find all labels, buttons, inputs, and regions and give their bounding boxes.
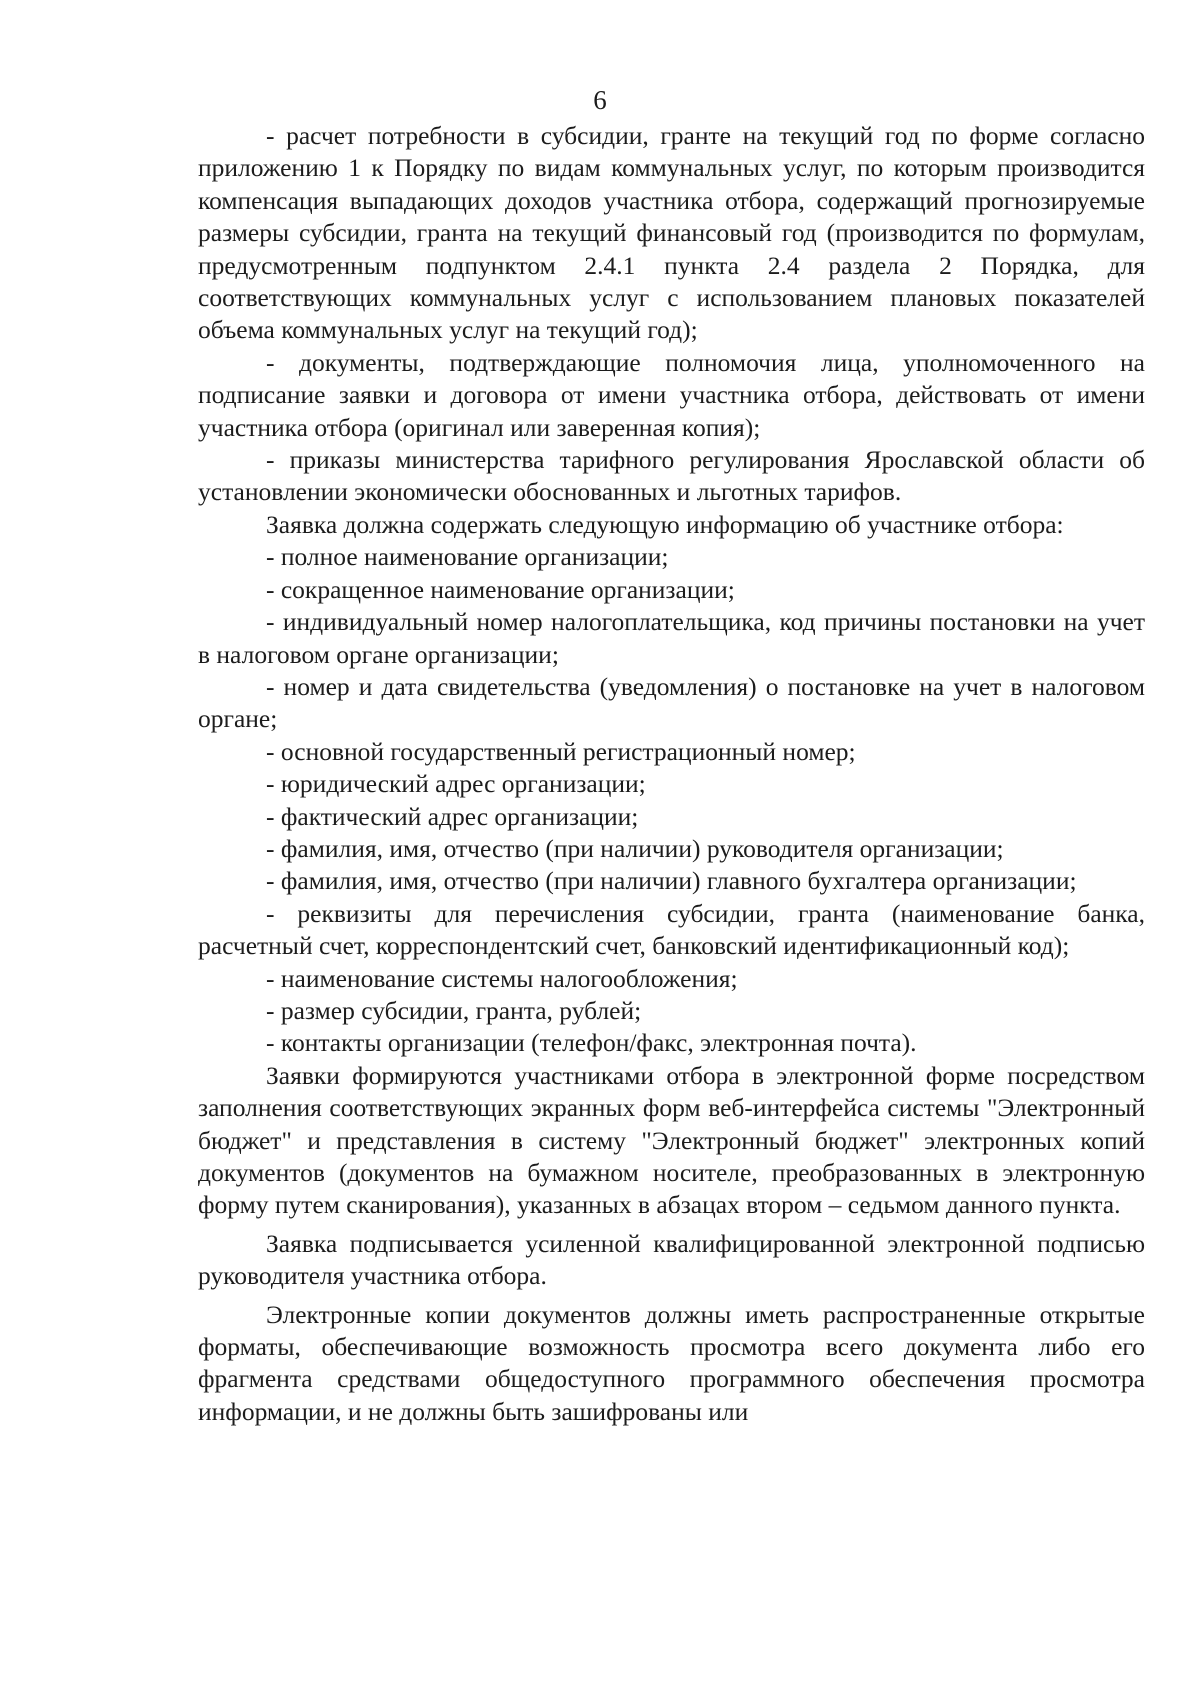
- list-item-short-name: - сокращенное наименование организации;: [266, 574, 735, 604]
- paragraph-file-formats: Электронные копии документов должны иметь распространенные открытые форматы, обеспечивающие возможность просмотра всего документа либо его фрагмента средствами общедоступного программного обеспечения просмотра информации, и не должны быть зашифрованы или: [198, 1299, 1145, 1426]
- page-number: 6: [593, 85, 607, 115]
- paragraph-subsidy-calculation: - расчет потребности в субсидии, гранте на текущий год по форме согласно приложению 1 к Порядку по видам коммунальных услуг, по которым производится компенсация выпадающих доходов участника отбора, содержащий прогнозируемые размеры субсидии, гранта на текущий финансовый год (производится по формулам, предусмотренным подпунктом 2.4.1 пункта 2.4 раздела 2 Порядка, для соответствующих коммунальных услуг с использованием плановых показателей объема коммунальных услуг на текущий год);: [198, 121, 1145, 345]
- list-item-tax-system: - наименование системы налогообложения;: [266, 963, 738, 993]
- paragraph-electronic-submission: Заявки формируются участниками отбора в электронной форме посредством заполнения соответствующих экранных форм веб-интерфейса системы "Электронный бюджет" и представления в систему "Электронный бюджет" электронных копий документов (документов на бумажном носителе, преобразованных в электронную форму путем сканирования), указанных в абзацах втором – седьмом данного пункта.: [198, 1060, 1145, 1220]
- list-item-ogrn: - основной государственный регистрационный номер;: [266, 736, 856, 766]
- list-item-inn-kpp: - индивидуальный номер налогоплательщика, код причины постановки на учет в налоговом органе организации;: [198, 607, 1145, 669]
- document-body: [198, 120, 1145, 1428]
- list-item-chief-accountant: - фамилия, имя, отчество (при наличии) главного бухгалтера организации;: [266, 866, 1077, 896]
- paragraph-electronic-signature: Заявка подписывается усиленной квалифицированной электронной подписью руководителя участника отбора.: [198, 1228, 1145, 1291]
- list-item-actual-address: - фактический адрес организации;: [266, 801, 639, 831]
- list-item-contacts: - контакты организации (телефон/факс, электронная почта).: [266, 1028, 917, 1058]
- paragraph-authority-documents: - документы, подтверждающие полномочия лица, уполномоченного на подписание заявки и договора от имени участника отбора, действовать от имени участника отбора (оригинал или заверенная копия);: [198, 347, 1145, 442]
- list-item-director: - фамилия, имя, отчество (при наличии) руководителя организации;: [266, 833, 1004, 863]
- paragraph-tariff-orders: - приказы министерства тарифного регулирования Ярославской области об установлении экономически обоснованных и льготных тарифов.: [198, 445, 1145, 507]
- list-item-full-name: - полное наименование организации;: [266, 542, 669, 572]
- paragraph-application-info-intro: Заявка должна содержать следующую информацию об участнике отбора:: [266, 509, 1064, 539]
- list-item-registration-certificate: - номер и дата свидетельства (уведомления) о постановке на учет в налоговом органе;: [198, 671, 1145, 734]
- list-item-bank-details: - реквизиты для перечисления субсидии, гранта (наименование банка, расчетный счет, корреспондентский счет, банковский идентификационный код);: [198, 898, 1145, 961]
- list-item-subsidy-amount: - размер субсидии, гранта, рублей;: [266, 995, 642, 1025]
- list-item-legal-address: - юридический адрес организации;: [266, 769, 646, 799]
